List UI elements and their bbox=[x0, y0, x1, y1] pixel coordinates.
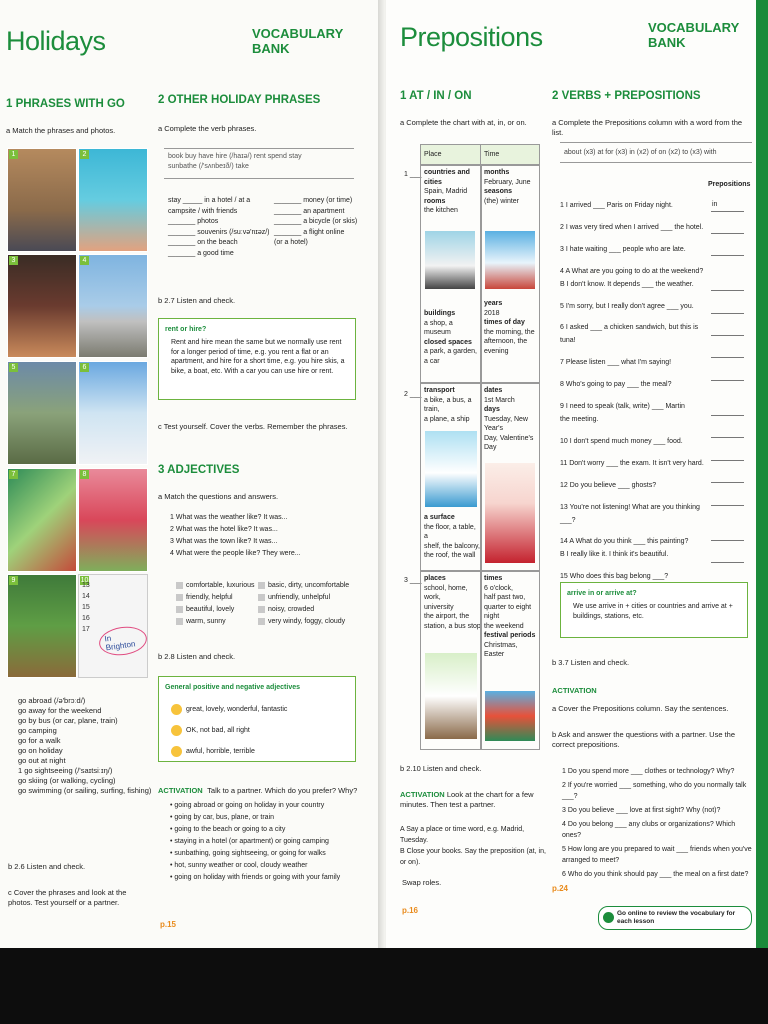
answer-line[interactable] bbox=[711, 540, 744, 541]
photo-walk: 9 bbox=[7, 574, 77, 678]
preposition-sentences: 1 I arrived ___ Paris on Friday night. 2 I was very tired when I arrived ___ the hotel. 3 I hate waiting ___ people who are late. 4 A What are you going to do at the weekend? B I don't know. It depends ___ the weather. 5 I'm sorry, but I really don't agree ___ you. 6 I asked ___ a chicken sandwich, but this is tuna! 7 Please listen ___ what I'm saying! 8 Who's going to pay ___ the meal? 9 I need to speak (talk, write) ___ Martin the meeting. 10 I don't spend much money ___ food. 11 Don't worry ___ the exam. It isn't very hard. 12 Do you believe ___ ghosts? 13 You're not listening! What are you thinking ___? 14 A What do you think ___ this painting? B I really like it. I think it's beautiful. 15 Who does this bag belong ___? bbox=[560, 202, 704, 581]
adjective-questions: 1 What was the weather like? It was... 2 What was the hotel like? It was... 3 What was the town like? It was... 4 What were the people like? They were... bbox=[170, 514, 301, 557]
photo-swimming: 2 bbox=[78, 148, 148, 252]
listen-check: b 2.6 Listen and check. bbox=[8, 862, 86, 871]
chart-cell-3-place: places school, home, work, university the airport, the station, a bus stop bbox=[420, 570, 482, 750]
instruction: c Cover the phrases and look at the photos. Test yourself or a partner. bbox=[8, 888, 127, 907]
rent-or-hire-box: rent or hire? Rent and hire mean the same but we normally use rent for a longer period of time, e.g. you rent a flat or an apartment, and hire for a short time, e.g. you hire skis, a bike, a boat, etc. With a car you can use hire or rent. bbox=[158, 318, 356, 400]
neutral-face-icon bbox=[171, 725, 182, 736]
chart-cell-1-time: months February, June seasons (the) winter years 2018 times of day the morning, the afternoon, the evening bbox=[480, 164, 540, 384]
globe-icon bbox=[603, 912, 614, 923]
answer-line[interactable] bbox=[711, 290, 744, 291]
illustration-valentine bbox=[485, 463, 535, 563]
instruction: a Match the questions and answers. bbox=[158, 492, 279, 501]
verb-list: book buy have hire (/haɪə/) rent spend stay sunbathe (/'sʌnbeɪð/) take bbox=[168, 153, 302, 170]
chart-cell-2-time: dates 1st March days Tuesday, New Year's Day, Valentine's Day bbox=[480, 382, 540, 572]
section-heading: 1 AT / IN / ON bbox=[400, 90, 472, 102]
instruction: c Test yourself. Cover the verbs. Remember the phrases. bbox=[158, 422, 348, 431]
photo-tent: 8 bbox=[78, 468, 148, 572]
divider bbox=[164, 178, 354, 179]
prepositions-column-header: Prepositions bbox=[708, 181, 751, 188]
answer-line[interactable] bbox=[711, 380, 744, 381]
section-heading: 2 OTHER HOLIDAY PHRASES bbox=[158, 94, 321, 106]
answer-line[interactable] bbox=[711, 233, 744, 234]
instruction: a Complete the verb phrases. bbox=[158, 124, 257, 133]
divider bbox=[560, 142, 752, 143]
page-reference[interactable]: p.16 bbox=[402, 906, 419, 915]
instruction: b Ask and answer the questions with a partner. Use the correct prepositions. bbox=[552, 730, 736, 749]
answer-line[interactable] bbox=[711, 313, 744, 314]
verb-phrases-right: _______ money (or time) _______ an apartment _______ a bicycle (or skis) _______ a flight online (or a hotel) bbox=[274, 197, 358, 246]
verb-phrases-left: stay _____ in a hotel / at a campsite / with friends _______ photos _______ souvenirs (/suːvə'nɪəz/) _______ on the beach _______ a good time bbox=[168, 197, 270, 257]
instruction: a Cover the Prepositions column. Say the sentences. bbox=[552, 704, 729, 713]
adjective-answers-right: basic, dirty, uncomfortable unfriendly, unhelpful noisy, crowded very windy, foggy, cloudy bbox=[258, 580, 349, 628]
col-header-time: Time bbox=[480, 144, 540, 166]
page-edge-stripe bbox=[756, 0, 768, 948]
vocabulary-bank-label: VOCABULARY BANK bbox=[252, 26, 344, 56]
activation-list: • going abroad or going on holiday in your country • going by car, bus, plane, or train • going to the beach or going to a city • staying in a hotel (or apartment) or going camping • sunbathing, going sightseeing, or going for walks • hot, sunny weather or cool, cloudy weather • going on holiday with friends or going with your family bbox=[170, 802, 341, 881]
instruction: Swap roles. bbox=[402, 878, 442, 887]
row-number: 3 ___ bbox=[404, 577, 422, 584]
word-list: about (x3) at for (x3) in (x2) of on (x2) to (x3) with bbox=[564, 149, 717, 156]
answer-line[interactable] bbox=[711, 505, 744, 506]
row-number: 2 ___ bbox=[404, 391, 422, 398]
answer-line[interactable] bbox=[711, 335, 744, 336]
illustration-ship bbox=[425, 431, 477, 507]
adjective-answers-left: comfortable, luxurious friendly, helpful beautiful, lovely warm, sunny bbox=[176, 580, 254, 628]
chart-cell-1-place: countries and cities Spain, Madrid rooms the kitchen buildings a shop, a museum closed spaces a park, a garden, a car bbox=[420, 164, 482, 384]
answer-line[interactable] bbox=[711, 211, 744, 212]
activation-label: ACTIVATION bbox=[552, 686, 597, 695]
discussion-questions: 1 Do you spend more ___ clothes or technology? Why? 2 If you're worried ___ something, who do you normally talk ___? 3 Do you believe ___ love at first sight? Why (not)? 4 Do you belong ___ any clubs or organizations? Which ones? 5 How long are you prepared to wait ___ friends when you've arranged to meet? 6 Who do you think should pay ___ the meal on a first date? bbox=[562, 768, 752, 878]
go-online-button[interactable]: Go online to review the vocabulary for each lesson bbox=[598, 906, 752, 930]
go-phrases-list: go abroad (/ə'brɔːd/) go away for the weekend go by bus (or car, plane, train) go camping go for a walk go on holiday go out at night 1 go sightseeing (/'saɪtsiːɪŋ/) go skiing (or walking, cycling) go swimming (or sailing, surfing, fishing) bbox=[18, 696, 152, 795]
answer-line[interactable] bbox=[711, 255, 744, 256]
answer-line[interactable] bbox=[711, 415, 744, 416]
answer-line[interactable] bbox=[711, 357, 744, 358]
photo-night-out: 3 bbox=[7, 254, 77, 358]
happy-face-icon bbox=[171, 704, 182, 715]
sad-face-icon bbox=[171, 746, 182, 757]
photo-passport: 7 bbox=[7, 468, 77, 572]
illustration-winter bbox=[485, 231, 535, 289]
instruction: a Complete the Prepositions column with a word from the list. bbox=[552, 118, 743, 137]
section-heading: 1 PHRASES WITH GO bbox=[6, 98, 125, 110]
activation-steps: A Say a place or time word, e.g. Madrid, Tuesday. B Close your books. Say the preposition (at, in, or on). bbox=[400, 826, 546, 866]
vocabulary-bank-label: VOCABULARY BANK bbox=[648, 20, 740, 50]
section-heading: 3 ADJECTIVES bbox=[158, 464, 240, 476]
listen-check: b 2.10 Listen and check. bbox=[400, 764, 482, 773]
activation: ACTIVATION Look at the chart for a few minutes. Then test a partner. bbox=[400, 790, 534, 809]
page-title: Prepositions bbox=[400, 22, 543, 52]
page-title: Holidays bbox=[6, 26, 106, 56]
illustration-bus-stop bbox=[425, 653, 477, 739]
page-reference[interactable]: p.15 bbox=[160, 920, 177, 929]
row-number: 1 ___ bbox=[404, 171, 422, 178]
answer-line[interactable] bbox=[711, 482, 744, 483]
instruction: a Complete the chart with at, in, or on. bbox=[400, 118, 527, 127]
col-header-place: Place bbox=[420, 144, 482, 166]
right-page bbox=[386, 0, 762, 948]
table-background bbox=[0, 948, 768, 1024]
illustration-christmas bbox=[485, 691, 535, 741]
divider bbox=[560, 162, 752, 163]
listen-check: b 3.7 Listen and check. bbox=[552, 658, 630, 667]
illustration-kitchen bbox=[425, 231, 475, 289]
instruction: a Match the phrases and photos. bbox=[6, 126, 116, 135]
answer-line[interactable] bbox=[711, 437, 744, 438]
general-adjectives-box: General positive and negative adjectives great, lovely, wonderful, fantastic OK, not bad, all right awful, horrible, terrible bbox=[158, 676, 356, 762]
answer-line[interactable] bbox=[711, 460, 744, 461]
divider bbox=[164, 148, 354, 149]
chart-cell-2-place: transport a bike, a bus, a train, a plane, a ship a surface the floor, a table, a shelf, the balcony, the roof, the wall bbox=[420, 382, 482, 572]
answer-1[interactable]: in bbox=[712, 201, 718, 208]
section-heading: 2 VERBS + PREPOSITIONS bbox=[552, 90, 701, 102]
listen-check: b 2.7 Listen and check. bbox=[158, 296, 236, 305]
arrive-in-or-at-box: arrive in or arrive at? We use arrive in + cities or countries and arrive at + buildings, stations, etc. bbox=[560, 582, 748, 638]
answer-line[interactable] bbox=[711, 562, 744, 563]
photo-skiing: 6 bbox=[78, 361, 148, 465]
page-reference[interactable]: p.24 bbox=[552, 884, 569, 893]
chart-cell-3-time: times 6 o'clock, half past two, quarter to eight night the weekend festival periods Christmas, Easter bbox=[480, 570, 540, 750]
brighton-note: In Brighton bbox=[97, 624, 148, 658]
listen-check: b 2.8 Listen and check. bbox=[158, 652, 236, 661]
photo-bus: 4 bbox=[78, 254, 148, 358]
left-page bbox=[0, 0, 384, 948]
photo-sightseeing: 1 bbox=[7, 148, 77, 252]
photo-camping: 5 bbox=[7, 361, 77, 465]
activation: ACTIVATION Talk to a partner. Which do you prefer? Why? bbox=[158, 786, 358, 795]
photo-calendar: 10 13 14 15 16 17 In Brighton bbox=[78, 574, 148, 678]
